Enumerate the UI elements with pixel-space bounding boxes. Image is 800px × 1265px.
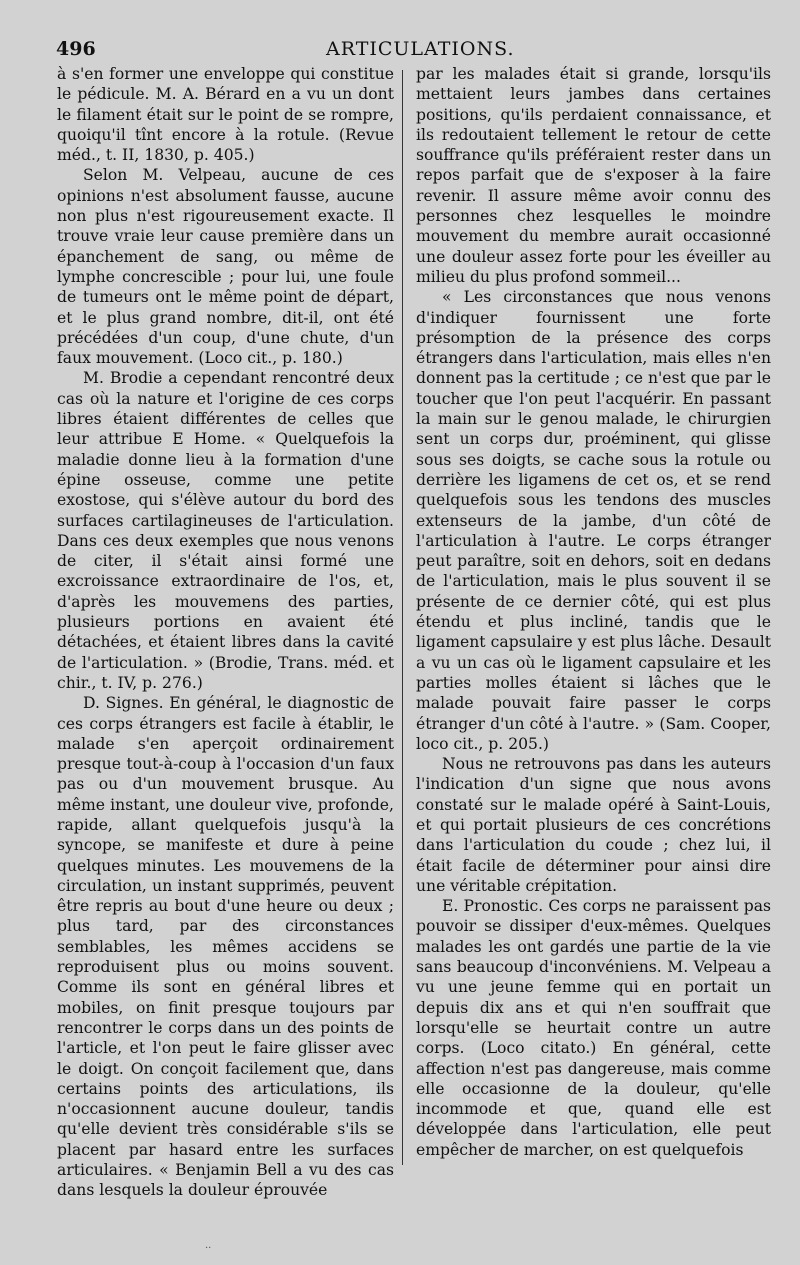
paragraph: E. Pronostic. Ces corps ne paraissent pas pouvoir se dissiper d'eux-mêmes. Quelques malades les ont gardés une partie de la vie sans beaucoup d'inconvéniens. M. Velpeau a vu une jeune femme qui en portait un depuis dix ans et qui n'en souffrait que lorsqu'elle se heurtait contre un autre corps. (Loco citato.) En général, cette affection n'est pas dangereuse, mais comme elle occasionne de la douleur, qu'elle incommode et que, quand elle est développée dans l'articulation, elle peut empêcher de marcher, on est quelquefois xyxy=(416,897,771,1159)
paragraph: D. Signes. En général, le diagnostic de ces corps étrangers est facile à établir, le malade s'en aperçoit ordinairement presque tout-à-coup à l'occasion d'un faux pas ou d'un mouvement brusque. Au même instant, une douleur vive, profonde, rapide, allant quelquefois jusqu'à la syncope, se manifeste et dure à peine quelques minutes. Les mouvemens de la circulation, un instant supprimés, peuvent être repris au bout d'une heure ou deux ; plus tard, par des circonstances semblables, les mêmes accidens se reproduisent plus ou moins souvent. Comme ils sont en général libres et mobiles, on finit presque toujours par rencontrer le corps dans un des points de l'article, et l'on peut le faire glisser avec le doigt. On conçoit facilement que, dans certains points des articulations, ils n'occasionnent aucune douleur, tandis qu'elle devient très considérable s'ils se placent par hasard entre les surfaces articulaires. « Benjamin Bell a vu des cas dans lesquels la douleur éprouvée xyxy=(57,694,394,1200)
column-divider xyxy=(402,70,403,1165)
page-number: 496 xyxy=(56,38,96,60)
paragraph: Nous ne retrouvons pas dans les auteurs l'indication d'un signe que nous avons constaté sur le malade opéré à Saint-Louis, et qui portait plusieurs de ces concrétions dans l'articulation du coude ; chez lui, il était facile de déterminer pour ainsi dire une véritable crépitation. xyxy=(416,755,771,895)
footer-mark: ·· xyxy=(205,1243,212,1254)
left-column xyxy=(57,64,394,1201)
running-head: ARTICULATIONS. xyxy=(326,38,515,60)
paragraph: à s'en former une enveloppe qui constitue le pédicule. M. A. Bérard en a vu un dont le filament était sur le point de se rompre, quoiqu'il tînt encore à la rotule. (Revue méd., t. II, 1830, p. 405.) xyxy=(57,65,394,165)
right-column xyxy=(416,64,771,1160)
paragraph: « Les circonstances que nous venons d'indiquer fournissent une forte présomption de la présence des corps étrangers dans l'articulation, mais elles n'en donnent pas la certitude ; ce n'est que par le toucher que l'on peut l'acquérir. En passant la main sur le genou malade, le chirurgien sent un corps dur, proéminent, qui glisse sous ses doigts, se cache sous la rotule ou derrière les ligamens de cet os, et se rend quelquefois sous les tendons des muscles extenseurs de la jambe, d'un côté de l'articulation à l'autre. Le corps étranger peut paraître, soit en dehors, soit en dedans de l'articulation, mais le plus souvent il se présente de ce dernier côté, qui est plus étendu et plus incliné, tandis que le ligament capsulaire y est plus lâche. Desault a vu un cas où le ligament capsulaire et les parties molles étaient si lâches que le malade pouvait faire passer le corps étranger d'un côté à l'autre. » (Sam. Cooper, loco cit., p. 205.) xyxy=(416,288,771,753)
paragraph: M. Brodie a cependant rencontré deux cas où la nature et l'origine de ces corps libres étaient différentes de celles que leur attribue E Home. « Quelquefois la maladie donne lieu à la formation d'une épine osseuse, comme une petite exostose, qui s'élève autour du bord des surfaces cartilagineuses de l'articulation. Dans ces deux exemples que nous venons de citer, il s'était ainsi formé une excroissance extraordinaire de l'os, et, d'après les mouvemens des parties, plusieurs portions en avaient été détachées, et étaient libres dans la cavité de l'articulation. » (Brodie, Trans. méd. et chir., t. IV, p. 276.) xyxy=(57,369,394,692)
paragraph: par les malades était si grande, lorsqu'ils mettaient leurs jambes dans certaines positions, qu'ils perdaient connaissance, et ils redoutaient tellement le retour de cette souffrance qu'ils préféraient rester dans un repos parfait que de s'exposer à la faire revenir. Il assure même avoir connu des personnes chez lesquelles le moindre mouvement du membre aurait occasionné une douleur assez forte pour les éveiller au milieu du plus profond sommeil... xyxy=(416,65,771,286)
page-header xyxy=(56,38,770,64)
paragraph: Selon M. Velpeau, aucune de ces opinions n'est absolument fausse, aucune non plus n'est rigoureusement exacte. Il trouve vraie leur cause première dans un épanchement de sang, ou même de lymphe concrescible ; pour lui, une foule de tumeurs ont le même point de départ, et le plus grand nombre, dit-il, ont été précédées d'un coup, d'une chute, d'un faux mouvement. (Loco cit., p. 180.) xyxy=(57,166,394,368)
